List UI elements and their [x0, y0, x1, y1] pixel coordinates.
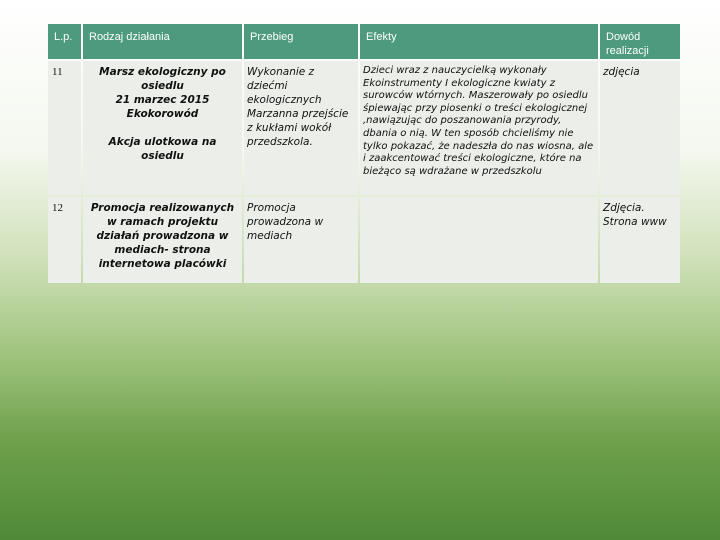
row-12-przebieg: Promocja prowadzona w mediach	[244, 197, 358, 283]
row-12-lp: 12	[48, 197, 81, 283]
row-11-activity-date: 21 marzec 2015	[115, 94, 210, 106]
row-12-dowod: Zdjęcia. Strona www	[600, 197, 680, 283]
row-11-activity-ekokorowod: Ekokorowód	[126, 108, 199, 120]
header-przebieg: Przebieg	[244, 24, 358, 59]
row-11-przebieg: Wykonanie z dziećmi ekologicznych Marzanna przejście z kukłami wokół przedszkola.	[244, 61, 358, 195]
header-dowod-realizacji: Dowód realizacji	[600, 24, 680, 59]
row-11-lp: 11	[48, 61, 81, 195]
row-11-activity-leaflets: Akcja ulotkowa na osiedlu	[108, 136, 217, 162]
row-11-efekty: Dzieci wraz z nauczycielką wykonały Ekoinstrumenty I ekologiczne kwiaty z surowców wtórnych. Maszerowały po osiedlu śpiewając przy piosenki o treści ekologicznej ,nawiązując do poszanowania przyrody, dbania o nią. W ten sposób chcieliśmy nie tylko pokazać, że nadeszła do nas wiosna, ale i zaakcentować treści ekologiczne, które na bieżąco są wdrażane w przedszkolu	[360, 61, 598, 195]
header-lp: L.p.	[48, 24, 81, 59]
header-efekty: Efekty	[360, 24, 598, 59]
row-11-activity-march: Marsz ekologiczny po osiedlu	[99, 66, 226, 92]
row-12-efekty	[360, 197, 598, 283]
row-11-rodzaj	[83, 61, 242, 195]
row-12-rodzaj: Promocja realizowanych w ramach projektu działań prowadzona w mediach- strona internetowa placówki	[83, 197, 242, 283]
header-rodzaj-dzialania: Rodzaj działania	[83, 24, 242, 59]
row-11-dowod: zdjęcia	[600, 61, 680, 195]
activity-table	[48, 24, 672, 283]
